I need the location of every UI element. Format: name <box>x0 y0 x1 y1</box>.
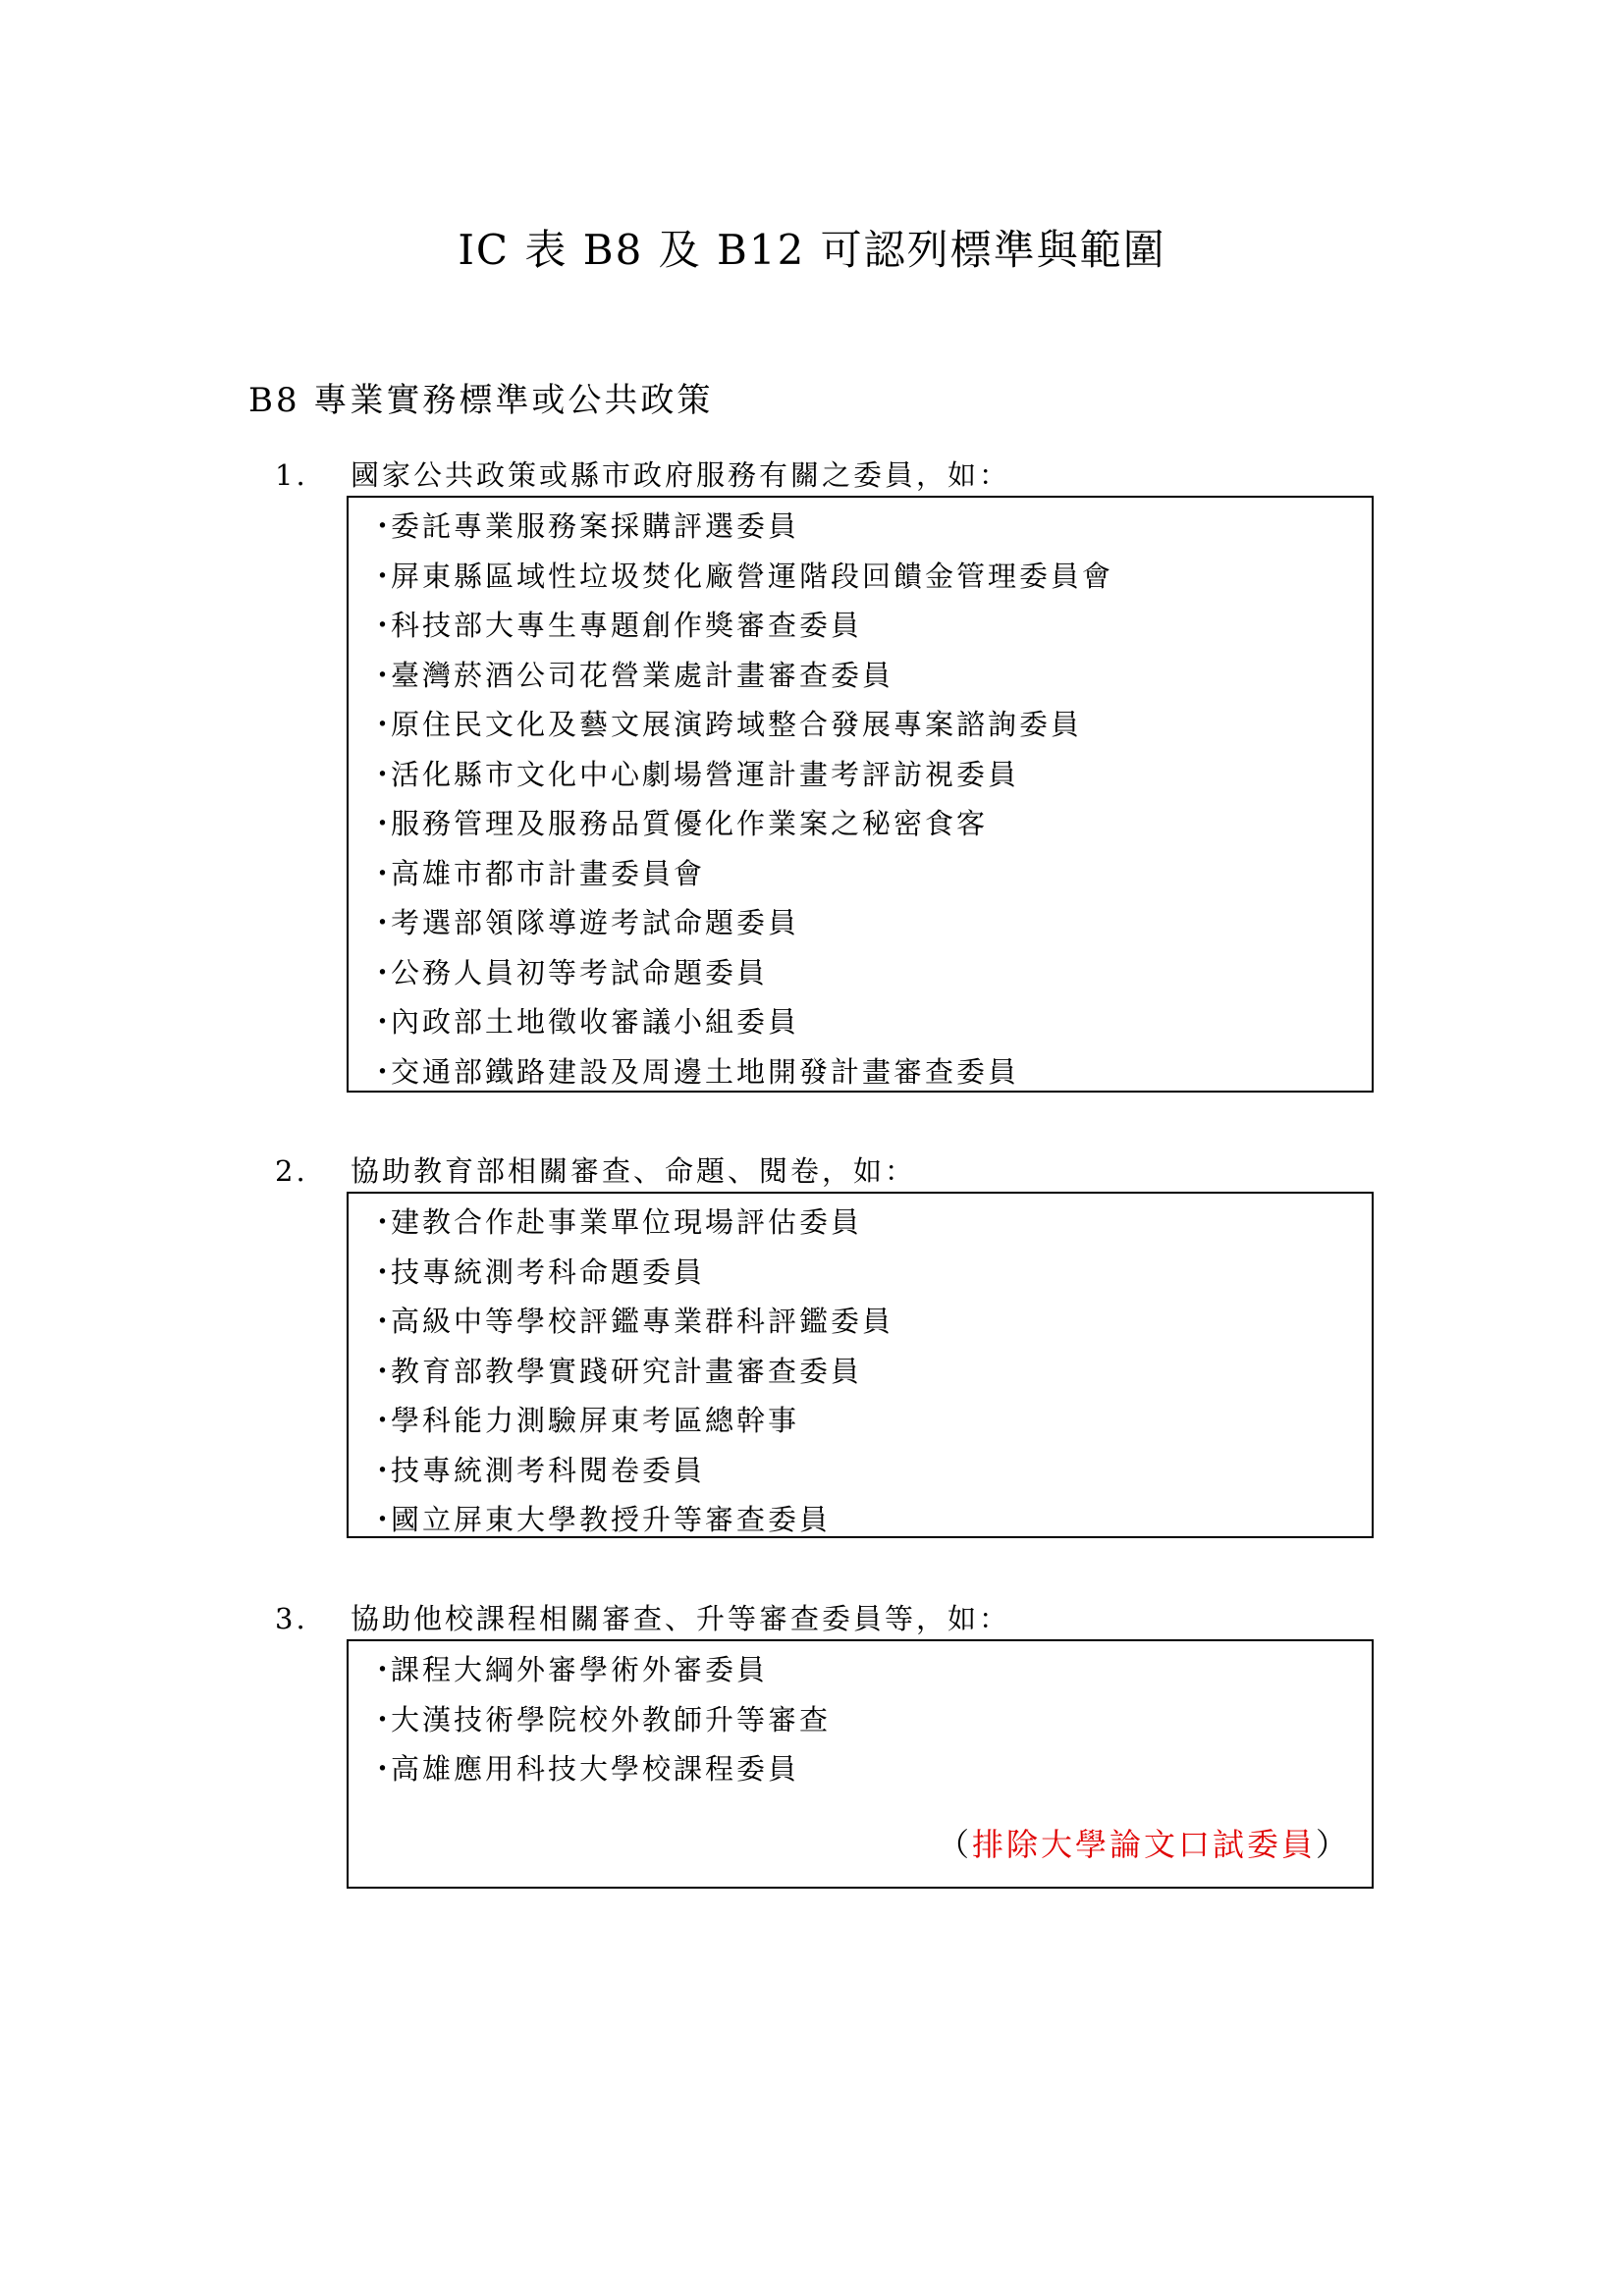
bullet-marker: ・ <box>368 906 401 939</box>
list-item-text: 臺灣菸酒公司花營業處計畫審查委員 <box>391 658 894 692</box>
list-item-text: 學科能力測驗屏東考區總幹事 <box>391 1404 800 1437</box>
list-item-text: 大漢技術學院校外教師升等審查 <box>391 1702 832 1736</box>
list-item-text: 建教合作赴事業單位現場評估委員 <box>391 1205 863 1239</box>
list-item <box>368 1251 1372 1301</box>
list-item-text: 國立屏東大學教授升等審查委員 <box>391 1503 832 1536</box>
list-item-text: 交通部鐵路建設及周邊土地開發計畫審查委員 <box>391 1054 1020 1089</box>
list-item <box>368 1747 1372 1797</box>
item-heading-text: 協助他校課程相關審查、升等審查委員等，如： <box>351 1602 1011 1635</box>
list-item <box>368 703 1372 753</box>
bullet-marker: ・ <box>368 1503 401 1536</box>
list-item <box>368 1498 1372 1548</box>
list-item <box>368 1300 1372 1350</box>
list-item <box>368 1648 1372 1698</box>
list-item-text: 考選部領隊導遊考試命題委員 <box>391 906 800 939</box>
list-item-text: 公務人員初等考試命題委員 <box>391 955 769 989</box>
list-item-text: 科技部大專生專題創作獎審查委員 <box>391 609 863 642</box>
list-item <box>368 505 1372 555</box>
bullet-marker: ・ <box>368 1404 401 1437</box>
list-item-text: 技專統測考科命題委員 <box>391 1255 706 1289</box>
bullet-marker: ・ <box>368 757 401 791</box>
page-title: IC 表 B8 及 B12 可認列標準與範圍 <box>458 226 1166 274</box>
list-item-text: 委託專業服務案採購評選委員 <box>391 509 800 543</box>
bullet-marker: ・ <box>368 1005 401 1039</box>
list-item-text: 原住民文化及藝文展演跨域整合發展專案諮詢委員 <box>391 708 1083 741</box>
bullet-marker: ・ <box>368 856 401 890</box>
bullet-marker: ・ <box>368 1054 401 1089</box>
bullet-marker: ・ <box>368 1752 401 1786</box>
bullet-marker: ・ <box>368 1653 401 1686</box>
list-item-text: 內政部土地徵收審議小組委員 <box>391 1005 800 1039</box>
list-item <box>368 604 1372 654</box>
item-heading-2 <box>275 1149 916 1190</box>
list-item <box>368 1350 1372 1400</box>
exclusion-note <box>938 1820 1350 1865</box>
bullet-marker: ・ <box>368 955 401 989</box>
list-item <box>368 1050 1372 1100</box>
list-item <box>368 852 1372 902</box>
list-item <box>368 654 1372 704</box>
list-item <box>368 1698 1372 1748</box>
list-item-text: 服務管理及服務品質優化作業案之秘密食客 <box>391 807 989 840</box>
list-item-text: 課程大綱外審學術外審委員 <box>391 1653 769 1686</box>
list-item-text: 教育部教學實踐研究計畫審查委員 <box>391 1354 863 1388</box>
entry-list <box>368 1648 1372 1797</box>
bullet-marker: ・ <box>368 708 401 741</box>
bullet-marker: ・ <box>368 807 401 840</box>
list-item-text: 高級中等學校評鑑專業群科評鑑委員 <box>391 1305 894 1338</box>
list-item-text: 屏東縣區域性垃圾焚化廠營運階段回饋金管理委員會 <box>391 559 1114 593</box>
list-item <box>368 753 1372 803</box>
list-item <box>368 555 1372 605</box>
item-heading-text: 國家公共政策或縣市政府服務有關之委員，如： <box>351 458 1011 492</box>
list-item-text: 活化縣市文化中心劇場營運計畫考評訪視委員 <box>391 757 1020 791</box>
item-number: 1. <box>275 458 308 492</box>
list-item <box>368 951 1372 1001</box>
note-text: 排除大學論文口試委員 <box>971 1826 1316 1863</box>
item-heading-text: 協助教育部相關審查、命題、閱卷，如： <box>351 1154 917 1188</box>
list-item-text: 技專統測考科閱卷委員 <box>391 1453 706 1487</box>
list-item <box>368 1201 1372 1251</box>
section-heading: B8 專業實務標準或公共政策 <box>248 381 714 420</box>
item-number: 3. <box>275 1602 308 1635</box>
bullet-marker: ・ <box>368 509 401 543</box>
bullet-marker: ・ <box>368 1453 401 1487</box>
list-item-text: 高雄市都市計畫委員會 <box>391 856 706 890</box>
entry-list <box>368 1201 1372 1548</box>
list-item-text: 高雄應用科技大學校課程委員 <box>391 1752 800 1786</box>
item-box-1 <box>347 496 1374 1093</box>
note-open-paren: （ <box>937 1826 972 1863</box>
list-item <box>368 1449 1372 1499</box>
bullet-marker: ・ <box>368 1354 401 1388</box>
bullet-marker: ・ <box>368 658 401 692</box>
list-item <box>368 802 1372 852</box>
bullet-marker: ・ <box>368 1305 401 1338</box>
bullet-marker: ・ <box>368 1702 401 1736</box>
note-close-paren: ） <box>1315 1826 1350 1863</box>
item-box-3 <box>347 1639 1374 1889</box>
list-item <box>368 1000 1372 1050</box>
item-box-2 <box>347 1192 1374 1538</box>
bullet-marker: ・ <box>368 1255 401 1289</box>
bullet-marker: ・ <box>368 609 401 642</box>
bullet-marker: ・ <box>368 559 401 593</box>
list-item <box>368 1399 1372 1449</box>
entry-list <box>368 505 1372 1099</box>
bullet-marker: ・ <box>368 1205 401 1239</box>
list-item <box>368 901 1372 951</box>
item-heading-3 <box>275 1597 1010 1637</box>
item-number: 2. <box>275 1154 308 1188</box>
item-heading-1 <box>275 454 1010 494</box>
